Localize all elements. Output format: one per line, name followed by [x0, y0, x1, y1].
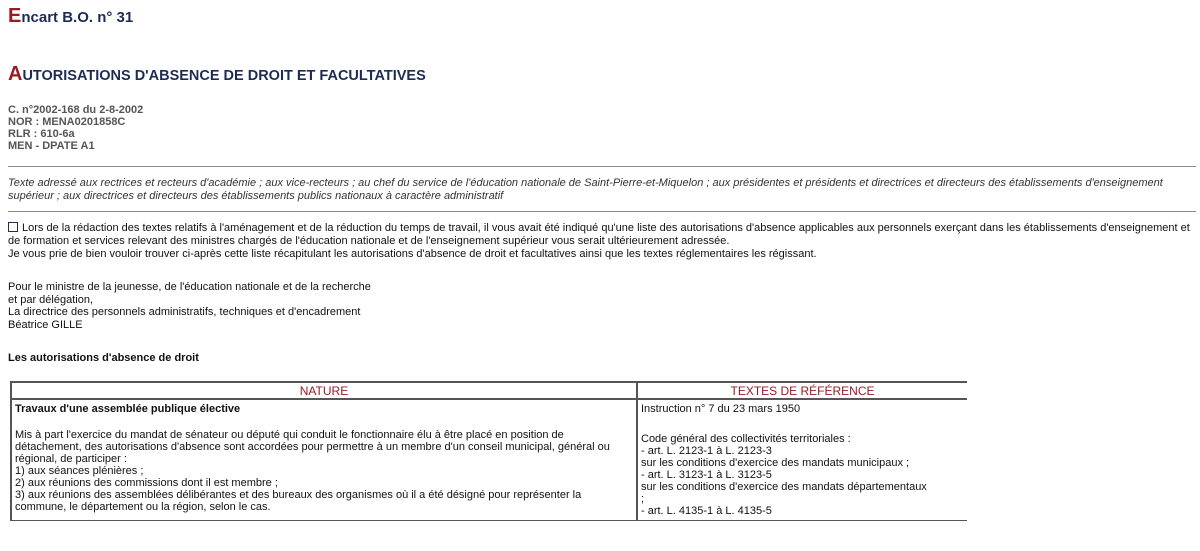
square-bullet-icon — [8, 222, 18, 232]
textes-line: Instruction n° 7 du 23 mars 1950 — [641, 403, 801, 415]
header-nature: NATURE — [11, 382, 637, 399]
circular-references — [8, 104, 143, 152]
textes-line: - art. L. 3123-1 à L. 3123-5 — [641, 469, 772, 481]
cell-textes — [637, 399, 967, 521]
signature-line: et par délégation, — [8, 293, 94, 306]
textes-line: sur les conditions d'exercice des mandats départementaux — [641, 481, 927, 493]
textes-line: sur les conditions d'exercice des mandats municipaux ; — [641, 457, 910, 469]
textes-line: Code général des collectivités territoriales : — [641, 433, 851, 445]
divider-bottom — [8, 211, 1196, 212]
section-heading: Les autorisations d'absence de droit — [8, 352, 199, 364]
intro-paragraph-1: Lors de la rédaction des textes relatifs à l'aménagement et de la réduction du temps de travail, il vous avait été indiqué qu'une liste des autorisations d'absence applicables aux personnels exerçant dans les établissements d'enseignement et de formation et services relevant des ministres chargés de l'éducation nationale et de l'enseignement supérieur vous serait ultérieurement adressée. — [8, 222, 1190, 247]
ref-service: MEN - DPATE A1 — [8, 140, 95, 152]
ref-nor: NOR : MENA0201858C — [8, 116, 126, 128]
nature-item: 2) aux réunions des commissions dont il est membre ; — [15, 477, 278, 489]
textes-line: ; — [641, 493, 645, 505]
table-header-row — [11, 382, 967, 399]
header-textes: TEXTES DE RÉFÉRENCE — [637, 382, 967, 399]
title-text: UTORISATIONS D'ABSENCE DE DROIT ET FACULTATIVES — [22, 68, 426, 84]
ref-rlr: RLR : 610-6a — [8, 128, 75, 140]
title-initial: A — [8, 63, 23, 85]
page-title — [8, 63, 426, 87]
addressees-text: Texte adressé aux rectrices et recteurs d'académie ; aux vice-recteurs ; au chef du service de l'éducation nationale de Saint-Pierre-et-Miquelon ; aux présidentes et présidents et directrices et directeurs des établissements d'enseignement supérieur ; aux directrices et directeurs des établissements publics nationaux à caractère administratif — [8, 177, 1163, 202]
encart-heading — [8, 6, 133, 28]
signature-name: Béatrice GILLE — [8, 318, 83, 331]
intro-paragraph-2: Je vous prie de bien vouloir trouver ci-après cette liste récapitulant les autorisations d'absence de droit et facultatives ainsi que les textes réglementaires les régissant. — [8, 248, 817, 260]
encart-initial: E — [8, 5, 22, 27]
signature-line: La directrice des personnels administratifs, techniques et d'encadrement — [8, 306, 361, 318]
nature-text: Mis à part l'exercice du mandat de sénateur ou député qui conduit le fonctionnaire élu à être placé en position de détachement, des autorisations d'absence sont accordées pour permettre à un membre d'un conseil municipal, général ou régional, de participer : — [15, 429, 610, 465]
nature-item: 3) aux réunions des assemblées délibérantes et des bureaux des organismes où il a été désigné pour représenter la commune, le département ou la région, selon le cas. — [15, 489, 582, 513]
textes-line: - art. L. 2123-1 à L. 2123-3 — [641, 445, 772, 457]
absence-table — [10, 381, 967, 521]
textes-spacer — [641, 415, 964, 433]
table-row — [11, 399, 967, 521]
intro-text — [8, 222, 1198, 261]
ref-circular: C. n°2002-168 du 2-8-2002 — [8, 104, 144, 116]
cell-nature — [11, 399, 637, 521]
nature-item: 1) aux séances plénières ; — [15, 465, 144, 477]
signature-line: Pour le ministre de la jeunesse, de l'éducation nationale et de la recherche — [8, 281, 371, 293]
divider-top — [8, 166, 1196, 167]
absence-table-container — [10, 381, 967, 551]
encart-text: ncart B.O. n° 31 — [21, 9, 134, 26]
row-title: Travaux d'une assemblée publique élective — [15, 403, 241, 415]
signature-block — [8, 281, 371, 331]
textes-line: - art. L. 4135-1 à L. 4135-5 — [641, 505, 772, 517]
